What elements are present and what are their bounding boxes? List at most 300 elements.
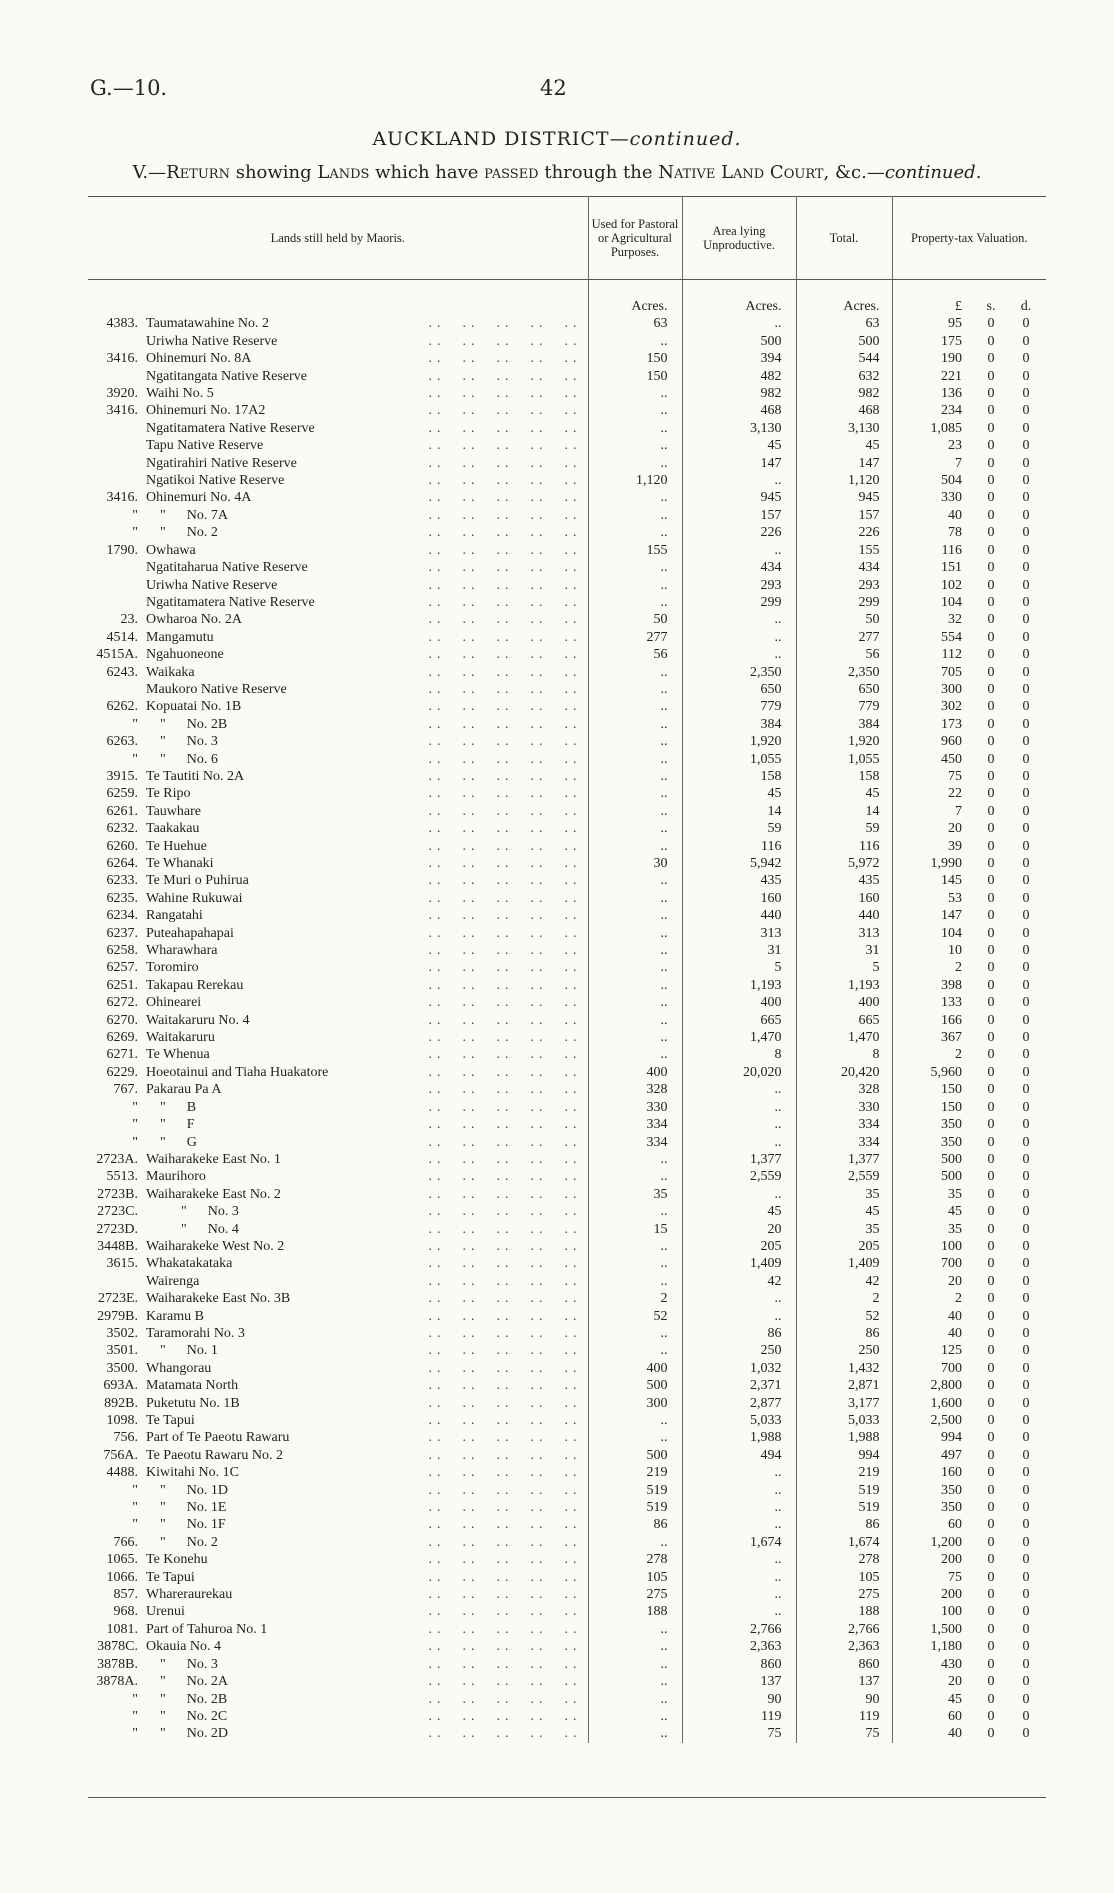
land-name-text: Ngatitamatera Native Reserve	[146, 421, 318, 436]
leader-dots: .. .. .. .. ..	[428, 1325, 582, 1341]
leader-dots: .. .. .. .. ..	[428, 403, 582, 419]
used-acres: 400	[588, 1360, 682, 1377]
land-name	[144, 385, 588, 402]
valuation-pence: 0	[1022, 1117, 1030, 1133]
land-name-text: Te Whenua	[146, 1047, 213, 1062]
total-acres: 275	[796, 1586, 892, 1603]
land-name	[144, 611, 588, 628]
used-acres: ..	[588, 524, 682, 541]
table-row	[88, 838, 1046, 855]
valuation-pence: 0	[1022, 699, 1030, 715]
land-name	[144, 1012, 588, 1029]
used-acres: 155	[588, 542, 682, 559]
table-row	[88, 1551, 1046, 1568]
valuation-shillings: 0	[987, 629, 995, 645]
valuation-shillings: 0	[987, 1012, 995, 1028]
table-row	[88, 559, 1046, 576]
land-name	[144, 1499, 588, 1516]
leader-dots: .. .. .. .. ..	[428, 734, 582, 750]
used-acres: 519	[588, 1499, 682, 1516]
land-name-text: Matamata North	[146, 1378, 241, 1393]
valuation-pounds: 2	[892, 1290, 976, 1307]
valuation-shillings: 0	[987, 1395, 995, 1411]
unproductive-acres: 1,409	[682, 1255, 796, 1272]
lot-number: 6257.	[106, 960, 138, 976]
valuation-pence: 0	[1022, 786, 1030, 802]
valuation-shillings: 0	[987, 1465, 995, 1481]
total-acres: 35	[796, 1186, 892, 1203]
valuation-shillings: 0	[987, 1482, 995, 1498]
subtitle-part: passed	[484, 162, 539, 183]
table-row	[88, 1238, 1046, 1255]
used-acres: ..	[588, 1046, 682, 1063]
valuation-pounds: 78	[892, 524, 976, 541]
used-acres: 188	[588, 1603, 682, 1620]
used-acres: 328	[588, 1081, 682, 1098]
total-acres: 157	[796, 507, 892, 524]
table-row	[88, 420, 1046, 437]
total-acres: 544	[796, 350, 892, 367]
land-name-text: Ohinemuri No. 8A	[146, 351, 254, 366]
valuation-shillings: 0	[987, 1169, 995, 1185]
used-acres: ..	[588, 1621, 682, 1638]
land-name	[144, 594, 588, 611]
land-name	[144, 1534, 588, 1551]
valuation-pence: 0	[1022, 1238, 1030, 1254]
land-name-text: Ngatitamatera Native Reserve	[146, 595, 318, 610]
used-acres: 63	[588, 315, 682, 332]
valuation-pounds: 350	[892, 1482, 976, 1499]
land-name	[144, 559, 588, 576]
valuation-pence: 0	[1022, 890, 1030, 906]
valuation-pounds: 136	[892, 385, 976, 402]
total-acres: 3,177	[796, 1395, 892, 1412]
valuation-shillings: 0	[987, 577, 995, 593]
valuation-pounds: 45	[892, 1203, 976, 1220]
valuation-shillings: 0	[987, 368, 995, 384]
valuation-pence: 0	[1022, 1291, 1030, 1307]
used-acres: ..	[588, 437, 682, 454]
used-acres: ..	[588, 594, 682, 611]
valuation-shillings: 0	[987, 1030, 995, 1046]
used-acres: ..	[588, 1203, 682, 1220]
used-acres: ..	[588, 385, 682, 402]
valuation-pence: 0	[1022, 1395, 1030, 1411]
land-name-text: Waiharakeke East No. 1	[146, 1152, 284, 1167]
table-row	[88, 1273, 1046, 1290]
unit-used: Acres.	[588, 280, 682, 316]
valuation-pence: 0	[1022, 542, 1030, 558]
lot-number: 6270.	[106, 1012, 138, 1028]
lot-number: 767.	[113, 1082, 138, 1098]
unproductive-acres: ..	[682, 1099, 796, 1116]
lot-number: 693A.	[103, 1378, 138, 1394]
valuation-pounds: 367	[892, 1029, 976, 1046]
total-acres: 982	[796, 385, 892, 402]
valuation-shillings: 0	[987, 664, 995, 680]
table-row	[88, 1151, 1046, 1168]
unproductive-acres: 3,130	[682, 420, 796, 437]
leader-dots: .. .. .. .. ..	[428, 1465, 582, 1481]
table-row	[88, 646, 1046, 663]
valuation-pence: 0	[1022, 1151, 1030, 1167]
used-acres: ..	[588, 803, 682, 820]
leader-dots: .. .. .. .. ..	[428, 351, 582, 367]
lot-number: 756.	[113, 1430, 138, 1446]
total-acres: 147	[796, 455, 892, 472]
table-row	[88, 385, 1046, 402]
table-row	[88, 1656, 1046, 1673]
table-row	[88, 698, 1046, 715]
lot-number: 2723C.	[97, 1204, 138, 1220]
land-name	[144, 1151, 588, 1168]
leader-dots: .. .. .. .. ..	[428, 1064, 582, 1080]
leader-dots: .. .. .. .. ..	[428, 751, 582, 767]
valuation-pence: 0	[1022, 838, 1030, 854]
used-acres: ..	[588, 1534, 682, 1551]
lot-number: 3501.	[106, 1343, 138, 1359]
lot-number: 6234.	[106, 908, 138, 924]
land-name-text: Whakatakataka	[146, 1256, 235, 1271]
unproductive-acres: ..	[682, 1551, 796, 1568]
used-acres: ..	[588, 733, 682, 750]
total-acres: 1,920	[796, 733, 892, 750]
valuation-pence: 0	[1022, 821, 1030, 837]
unproductive-acres: 482	[682, 368, 796, 385]
used-acres: ..	[588, 1168, 682, 1185]
land-name	[144, 472, 588, 489]
used-acres: 300	[588, 1395, 682, 1412]
valuation-pence: 0	[1022, 612, 1030, 628]
valuation-pence: 0	[1022, 1569, 1030, 1585]
unproductive-acres: 299	[682, 594, 796, 611]
valuation-shillings: 0	[987, 821, 995, 837]
land-name-text: " No. 1E	[146, 1500, 229, 1515]
land-name	[144, 872, 588, 889]
valuation-shillings: 0	[987, 542, 995, 558]
leader-dots: .. .. .. .. ..	[428, 873, 582, 889]
lot-number: 4488.	[106, 1465, 138, 1481]
valuation-pence: 0	[1022, 1726, 1030, 1742]
land-name-text: Maurihoro	[146, 1169, 209, 1184]
col-header-lands: Lands still held by Maoris.	[88, 197, 588, 280]
used-acres: ..	[588, 942, 682, 959]
leader-dots: .. .. .. .. ..	[428, 1395, 582, 1411]
document-reference: G.—10.	[90, 76, 168, 100]
leader-dots: .. .. .. .. ..	[428, 960, 582, 976]
leader-dots: .. .. .. .. ..	[428, 1117, 582, 1133]
table-row	[88, 942, 1046, 959]
land-name	[144, 977, 588, 994]
valuation-pence: 0	[1022, 1674, 1030, 1690]
leader-dots: .. .. .. .. ..	[428, 681, 582, 697]
leader-dots: .. .. .. .. ..	[428, 542, 582, 558]
total-acres: 860	[796, 1656, 892, 1673]
total-acres: 20,420	[796, 1064, 892, 1081]
land-name	[144, 1168, 588, 1185]
valuation-shillings: 0	[987, 1726, 995, 1742]
unproductive-acres: 226	[682, 524, 796, 541]
lot-number	[88, 420, 144, 437]
valuation-pounds: 200	[892, 1586, 976, 1603]
valuation-shillings: 0	[987, 1534, 995, 1550]
land-name-text: " G	[146, 1135, 200, 1150]
land-name-text: Waikaka	[146, 665, 198, 680]
valuation-shillings: 0	[987, 1587, 995, 1603]
valuation-pence: 0	[1022, 368, 1030, 384]
lot-number: "	[132, 1691, 138, 1707]
table-row	[88, 315, 1046, 332]
unit-shillings: s.	[986, 299, 996, 314]
used-acres: 275	[588, 1586, 682, 1603]
lot-number: 3416.	[106, 351, 138, 367]
land-name-text: Urenui	[146, 1604, 188, 1619]
land-name-text: Te Tapui	[146, 1413, 198, 1428]
unproductive-acres: 42	[682, 1273, 796, 1290]
valuation-pence: 0	[1022, 647, 1030, 663]
land-name-text: Puteahapahapai	[146, 926, 237, 941]
leader-dots: .. .. .. .. ..	[428, 1186, 582, 1202]
land-name	[144, 333, 588, 350]
valuation-pounds: 145	[892, 872, 976, 889]
unproductive-acres: 313	[682, 925, 796, 942]
leader-dots: .. .. .. .. ..	[428, 838, 582, 854]
total-acres: 155	[796, 542, 892, 559]
total-acres: 665	[796, 1012, 892, 1029]
valuation-pence: 0	[1022, 1447, 1030, 1463]
unit-total: Acres.	[796, 280, 892, 316]
valuation-shillings: 0	[987, 1552, 995, 1568]
used-acres: ..	[588, 959, 682, 976]
valuation-pounds: 500	[892, 1151, 976, 1168]
total-acres: 42	[796, 1273, 892, 1290]
unproductive-acres: ..	[682, 1586, 796, 1603]
unproductive-acres: 293	[682, 577, 796, 594]
valuation-pounds: 39	[892, 838, 976, 855]
total-acres: 158	[796, 768, 892, 785]
valuation-pence: 0	[1022, 873, 1030, 889]
land-name-text: Te Huehue	[146, 839, 210, 854]
leader-dots: .. .. .. .. ..	[428, 1639, 582, 1655]
unproductive-acres: ..	[682, 1116, 796, 1133]
land-name	[144, 1429, 588, 1446]
used-acres: ..	[588, 994, 682, 1011]
unproductive-acres: 1,920	[682, 733, 796, 750]
total-acres: 137	[796, 1673, 892, 1690]
used-acres: ..	[588, 1725, 682, 1742]
leader-dots: .. .. .. .. ..	[428, 1430, 582, 1446]
valuation-shillings: 0	[987, 1674, 995, 1690]
lot-number: "	[132, 1099, 138, 1115]
leader-dots: .. .. .. .. ..	[428, 490, 582, 506]
valuation-shillings: 0	[987, 1430, 995, 1446]
land-name	[144, 368, 588, 385]
total-acres: 278	[796, 1551, 892, 1568]
valuation-pounds: 40	[892, 1308, 976, 1325]
land-name	[144, 1081, 588, 1098]
lot-number	[88, 577, 144, 594]
total-acres: 1,055	[796, 751, 892, 768]
lot-number	[88, 559, 144, 576]
valuation-pounds: 125	[892, 1342, 976, 1359]
unproductive-acres: ..	[682, 629, 796, 646]
used-acres: ..	[588, 1691, 682, 1708]
used-acres: ..	[588, 1638, 682, 1655]
used-acres: 330	[588, 1099, 682, 1116]
valuation-shillings: 0	[987, 316, 995, 332]
valuation-pounds: 20	[892, 1673, 976, 1690]
valuation-pence: 0	[1022, 1708, 1030, 1724]
leader-dots: .. .. .. .. ..	[428, 1587, 582, 1603]
leader-dots: .. .. .. .. ..	[428, 890, 582, 906]
land-name-text: Taramorahi No. 3	[146, 1326, 248, 1341]
table-row	[88, 1725, 1046, 1742]
table-row	[88, 1360, 1046, 1377]
valuation-pounds: 40	[892, 1325, 976, 1342]
leader-dots: .. .. .. .. ..	[428, 1082, 582, 1098]
land-name	[144, 1516, 588, 1533]
land-name	[144, 1203, 588, 1220]
total-acres: 2,559	[796, 1168, 892, 1185]
land-name-text: Whangorau	[146, 1361, 214, 1376]
page-number: 42	[540, 76, 567, 100]
unproductive-acres: 500	[682, 333, 796, 350]
total-acres: 1,409	[796, 1255, 892, 1272]
used-acres: 50	[588, 611, 682, 628]
unproductive-acres: 1,988	[682, 1429, 796, 1446]
valuation-shillings: 0	[987, 386, 995, 402]
lot-number: 6232.	[106, 821, 138, 837]
leader-dots: .. .. .. .. ..	[428, 716, 582, 732]
valuation-pounds: 700	[892, 1255, 976, 1272]
leader-dots: .. .. .. .. ..	[428, 316, 582, 332]
leader-dots: .. .. .. .. ..	[428, 1691, 582, 1707]
valuation-shillings: 0	[987, 1325, 995, 1341]
land-name	[144, 890, 588, 907]
leader-dots: .. .. .. .. ..	[428, 1674, 582, 1690]
table-row	[88, 1290, 1046, 1307]
used-acres: ..	[588, 333, 682, 350]
subtitle-part: Lands	[317, 162, 370, 183]
unproductive-acres: ..	[682, 646, 796, 663]
leader-dots: .. .. .. .. ..	[428, 368, 582, 384]
valuation-shillings: 0	[987, 716, 995, 732]
valuation-pence: 0	[1022, 856, 1030, 871]
unproductive-acres: 59	[682, 820, 796, 837]
leader-dots: .. .. .. .. ..	[428, 1604, 582, 1620]
land-name-text: Ngatitaharua Native Reserve	[146, 560, 311, 575]
valuation-shillings: 0	[987, 1204, 995, 1220]
used-acres: ..	[588, 977, 682, 994]
valuation-pounds: 350	[892, 1134, 976, 1151]
valuation-shillings: 0	[987, 734, 995, 750]
valuation-shillings: 0	[987, 1117, 995, 1133]
land-name	[144, 1377, 588, 1394]
used-acres: 500	[588, 1377, 682, 1394]
unproductive-acres: 494	[682, 1447, 796, 1464]
leader-dots: .. .. .. .. ..	[428, 594, 582, 610]
valuation-pounds: 2	[892, 1046, 976, 1063]
total-acres: 2,871	[796, 1377, 892, 1394]
valuation-pounds: 32	[892, 611, 976, 628]
lot-number	[88, 333, 144, 350]
table-row	[88, 1221, 1046, 1238]
total-acres: 5,033	[796, 1412, 892, 1429]
leader-dots: .. .. .. .. ..	[428, 612, 582, 628]
land-name	[144, 1099, 588, 1116]
used-acres: ..	[588, 716, 682, 733]
table-row	[88, 768, 1046, 785]
lot-number: "	[132, 1500, 138, 1516]
unproductive-acres: 86	[682, 1325, 796, 1342]
used-acres: 400	[588, 1064, 682, 1081]
land-name	[144, 1708, 588, 1725]
valuation-pence: 0	[1022, 943, 1030, 959]
lot-number	[88, 681, 144, 698]
land-name	[144, 402, 588, 419]
land-name-text: Ngatikoi Native Reserve	[146, 473, 287, 488]
leader-dots: .. .. .. .. ..	[428, 1204, 582, 1220]
valuation-shillings: 0	[987, 507, 995, 523]
total-acres: 330	[796, 1099, 892, 1116]
total-acres: 160	[796, 890, 892, 907]
table-row	[88, 1116, 1046, 1133]
table-row	[88, 1586, 1046, 1603]
leader-dots: .. .. .. .. ..	[428, 1343, 582, 1359]
total-acres: 56	[796, 646, 892, 663]
used-acres: ..	[588, 507, 682, 524]
valuation-pence: 0	[1022, 629, 1030, 645]
unproductive-acres: ..	[682, 1603, 796, 1620]
valuation-pence: 0	[1022, 1204, 1030, 1220]
valuation-pence: 0	[1022, 1378, 1030, 1394]
leader-dots: .. .. .. .. ..	[428, 386, 582, 402]
unproductive-acres: 665	[682, 1012, 796, 1029]
land-name	[144, 733, 588, 750]
valuation-shillings: 0	[987, 1134, 995, 1150]
land-name-text: Pakarau Pa A	[146, 1082, 224, 1097]
return-subtitle	[0, 162, 1114, 183]
table-row	[88, 1308, 1046, 1325]
used-acres: ..	[588, 925, 682, 942]
leader-dots: .. .. .. .. ..	[428, 664, 582, 680]
unproductive-acres: ..	[682, 1569, 796, 1586]
col-header-total: Total.	[796, 197, 892, 280]
lands-return-table	[88, 196, 1046, 1743]
valuation-shillings: 0	[987, 1500, 995, 1516]
land-name-text: Okauia No. 4	[146, 1639, 224, 1654]
leader-dots: .. .. .. .. ..	[428, 1569, 582, 1585]
leader-dots: .. .. .. .. ..	[428, 1047, 582, 1063]
valuation-pence: 0	[1022, 1256, 1030, 1272]
leader-dots: .. .. .. .. ..	[428, 925, 582, 941]
valuation-pence: 0	[1022, 1465, 1030, 1481]
used-acres: 56	[588, 646, 682, 663]
total-acres: 328	[796, 1081, 892, 1098]
used-acres: 219	[588, 1464, 682, 1481]
valuation-pounds: 20	[892, 1273, 976, 1290]
land-name-text: Ohinearei	[146, 995, 204, 1010]
land-name	[144, 1395, 588, 1412]
land-name	[144, 1255, 588, 1272]
lot-number: 1790.	[106, 542, 138, 558]
land-name-text: Waiharakeke East No. 2	[146, 1187, 284, 1202]
total-acres: 650	[796, 681, 892, 698]
land-name	[144, 1186, 588, 1203]
lot-number: 3920.	[106, 386, 138, 402]
valuation-pounds: 1,200	[892, 1534, 976, 1551]
unproductive-acres: 1,470	[682, 1029, 796, 1046]
